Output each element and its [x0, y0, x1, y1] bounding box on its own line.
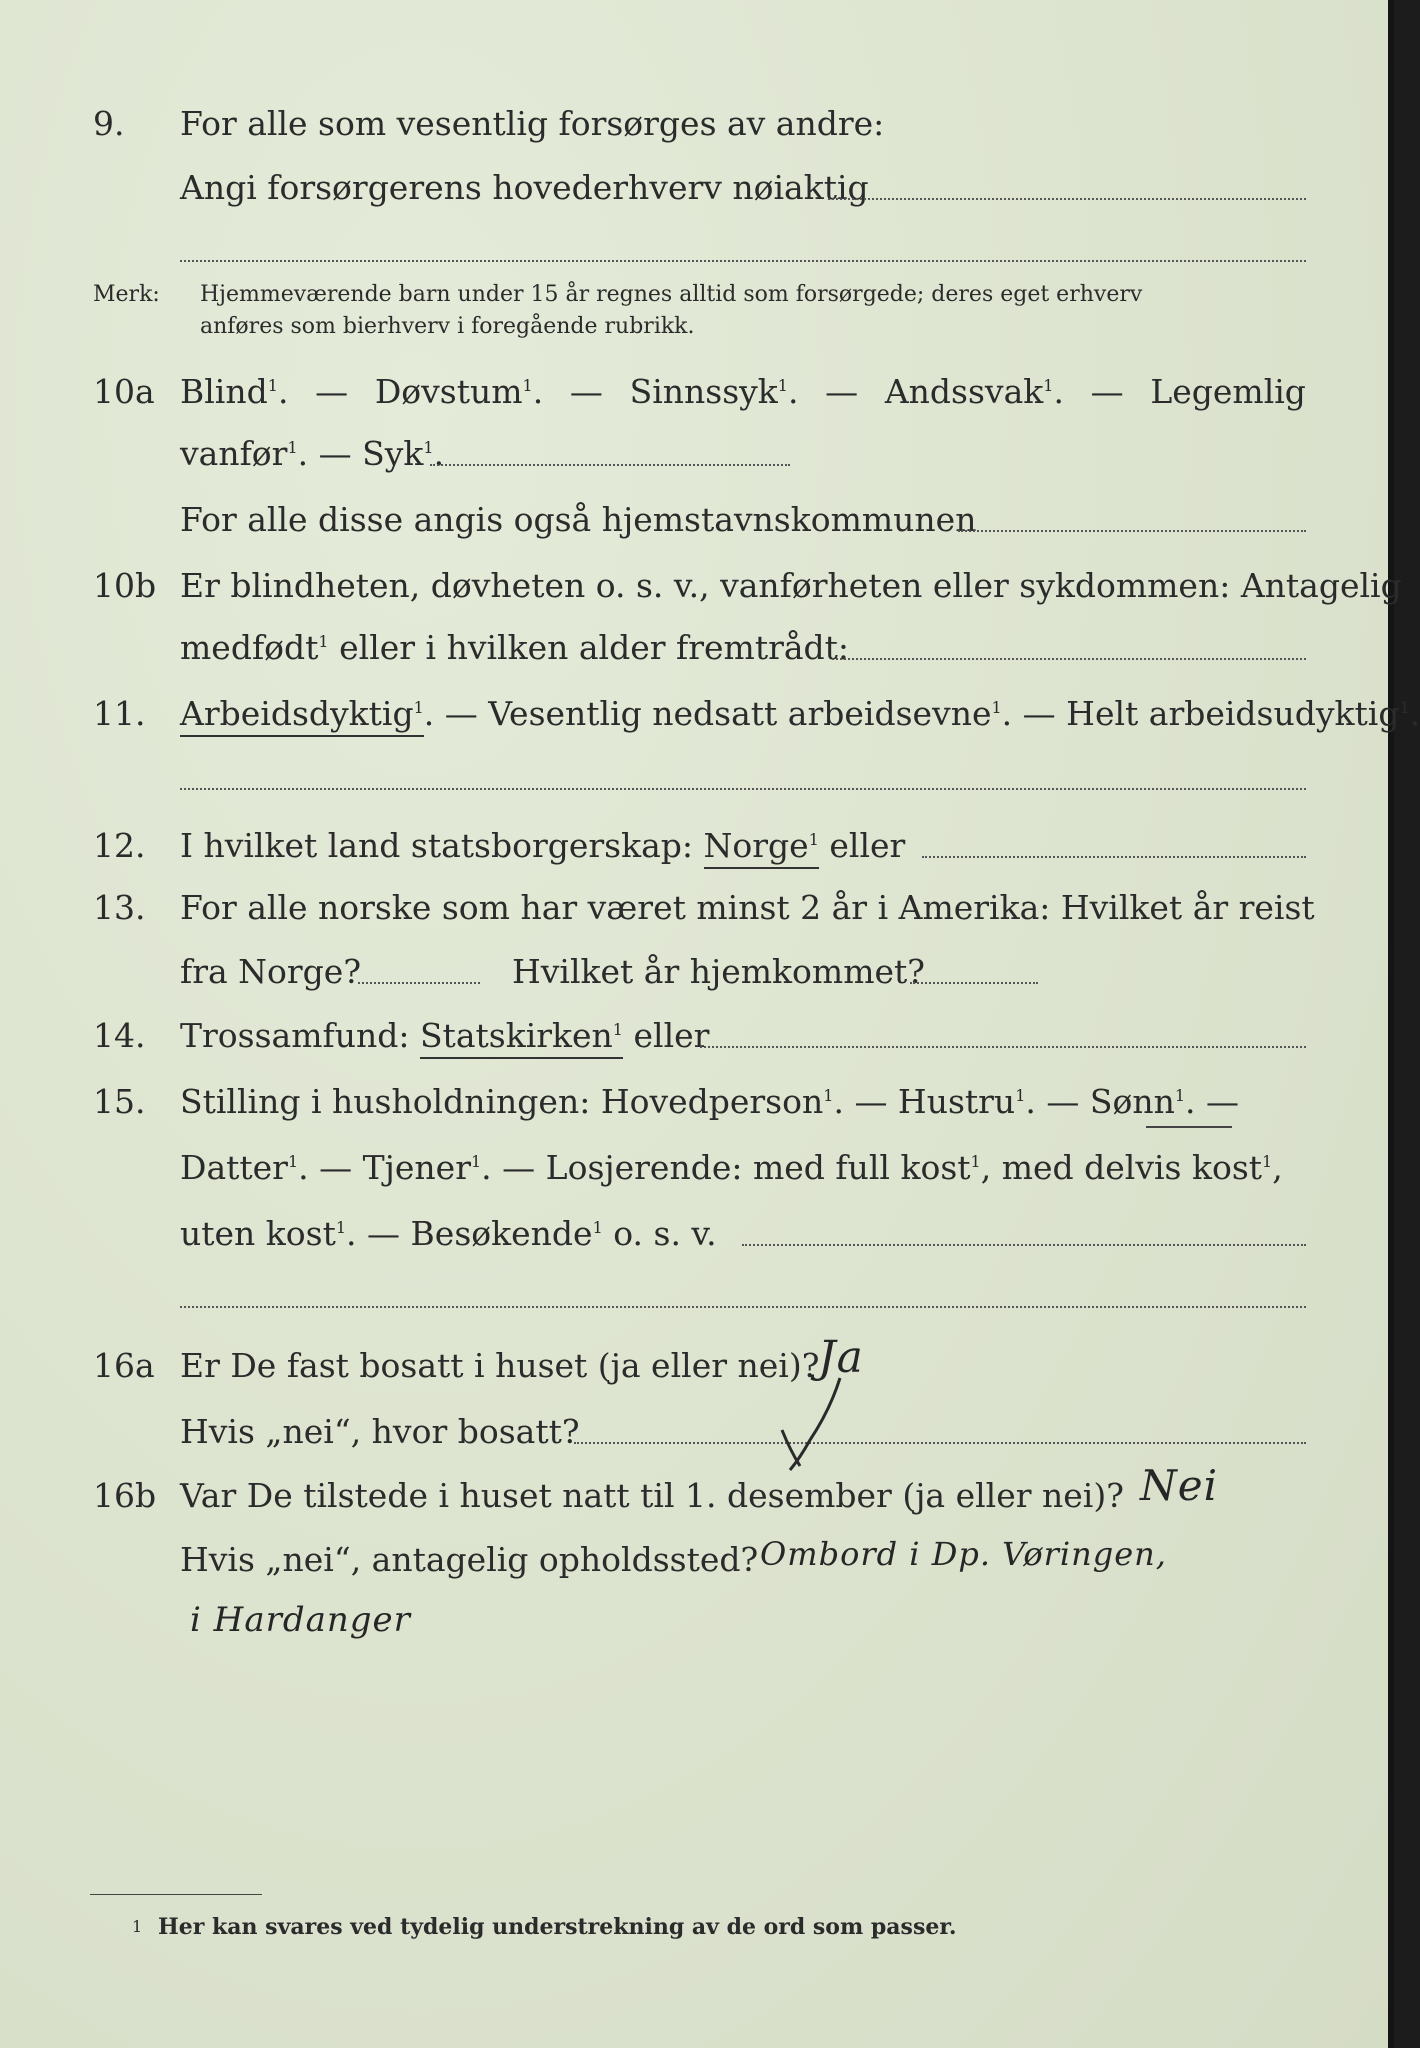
q12-eller: eller	[829, 826, 906, 865]
dash: —	[315, 372, 349, 411]
q14-eller: eller	[633, 1016, 710, 1055]
q11-extra-field[interactable]	[180, 788, 1306, 790]
q9-line-2: Angi forsørgerens hovederhverv nøiaktig	[180, 168, 869, 207]
page-edge	[1388, 0, 1394, 2048]
q10a-options	[180, 372, 1306, 412]
q10a-blind[interactable]: Blind$^1$.	[180, 372, 289, 411]
q11-nedsatt[interactable]: — Vesentlig nedsatt arbeidsevne$^1$.	[444, 694, 1013, 733]
q16a-residence-field[interactable]	[574, 1442, 1306, 1444]
q15-osv: o. s. v.	[613, 1214, 717, 1253]
q11-udyktig[interactable]: — Helt arbeidsudyktig$^1$.	[1022, 694, 1420, 733]
q10a-sinnssyk[interactable]: Sinnssyk$^1$.	[629, 372, 799, 411]
q15-line-2	[180, 1148, 1283, 1188]
q14-line	[180, 1016, 709, 1056]
q13-line-1: For alle norske som har været minst 2 år i Amerika: Hvilket år reist	[180, 888, 1315, 927]
q10a-vanfor[interactable]: vanfør$^1$.	[180, 434, 309, 473]
merk-label: Merk:	[93, 282, 160, 307]
q10a-legemlig[interactable]: Legemlig	[1150, 372, 1306, 411]
q15-besokende[interactable]: — Besøkende$^1$	[367, 1214, 603, 1253]
dash: —	[1090, 372, 1124, 411]
q10b-medfodt[interactable]: medfødt$^1$	[180, 628, 329, 667]
q15-uten-kost[interactable]: uten kost$^1$.	[180, 1214, 357, 1253]
q15-number: 15.	[93, 1082, 146, 1121]
q15-line-1	[180, 1082, 1239, 1122]
merk-line-1: Hjemmeværende barn under 15 år regnes alltid som forsørgede; deres eget erhverv	[200, 282, 1143, 307]
q10a-answer-field[interactable]	[430, 464, 790, 466]
q10a-line-3: For alle disse angis også hjemstavnskommunen	[180, 500, 977, 539]
merk-line-2: anføres som bierhverv i foregående rubrikk.	[200, 314, 695, 339]
q13-number: 13.	[93, 888, 146, 927]
q15-delvis-kost[interactable]: , med delvis kost$^1$	[980, 1148, 1273, 1187]
q15-full-kost[interactable]: — Losjerende: med full kost$^1$	[502, 1148, 981, 1187]
q16a-line-2: Hvis „nei“, hvor bosatt?	[180, 1412, 580, 1451]
footnote-mark: 1	[132, 1917, 143, 1936]
q11-number: 11.	[93, 694, 146, 733]
q11-options: Arbeidsdyktig$^1$. — Vesentlig nedsatt arbeidsevne$^1$. — Helt arbeidsudyktig$^1$.	[180, 694, 1420, 734]
q9-line-1: For alle som vesentlig forsørges av andre:	[180, 104, 885, 143]
q12-answer-field[interactable]	[922, 856, 1306, 858]
q10a-number: 10a	[93, 372, 155, 411]
q9-answer-field[interactable]	[828, 198, 1306, 200]
q10a-syk[interactable]: — Syk$^1$.	[318, 434, 445, 473]
q14-answer-field[interactable]	[700, 1046, 1306, 1048]
q10b-number: 10b	[93, 566, 157, 605]
q10b-answer-field[interactable]	[832, 658, 1306, 660]
q16a-line-1: Er De fast bosatt i huset (ja eller nei)?	[180, 1346, 820, 1385]
q15-tjener[interactable]: — Tjener$^1$.	[319, 1148, 492, 1187]
q15-answer-field[interactable]	[742, 1244, 1306, 1246]
q15-line-3	[180, 1214, 717, 1254]
handwritten-dash-mark	[760, 1370, 870, 1480]
dash: —	[569, 372, 603, 411]
footnote-text: Her kan svares ved tydelig understrekning av de ord som passer.	[158, 1914, 957, 1940]
q15-hustru[interactable]: — Hustru$^1$.	[854, 1082, 1036, 1121]
q9-extra-field[interactable]	[180, 260, 1306, 262]
q12-number: 12.	[93, 826, 146, 865]
q13-departed-field[interactable]	[358, 982, 480, 984]
q11-arbeidsdyktig[interactable]: Arbeidsdyktig$^1$	[180, 694, 424, 737]
q16a-handwritten-answer[interactable]: Ja	[818, 1332, 864, 1383]
q15-hovedperson[interactable]: Stilling i husholdningen: Hovedperson$^1$.	[180, 1082, 844, 1121]
q15-datter[interactable]: Datter$^1$.	[180, 1148, 309, 1187]
footnote-rule	[90, 1894, 262, 1895]
q15-extra-field[interactable]	[180, 1306, 1306, 1308]
q12-line	[180, 826, 905, 866]
dash: —	[825, 372, 859, 411]
q12-norge[interactable]: Norge$^1$	[704, 826, 819, 869]
q13-line-2a: fra Norge?	[180, 952, 362, 991]
dash: —	[1206, 1082, 1240, 1121]
q16a-number: 16a	[93, 1346, 155, 1385]
q10a-hometown-field[interactable]	[958, 530, 1306, 532]
q13-line-2b: Hvilket år hjemkommet?	[512, 952, 925, 991]
q10b-line-1: Er blindheten, døvheten o. s. v., vanførheten eller sykdommen: Antagelig	[180, 566, 1402, 605]
q13-returned-field[interactable]	[910, 982, 1038, 984]
q16b-handwritten-answer[interactable]: Nei	[1140, 1461, 1219, 1510]
q10a-line-2	[180, 434, 444, 474]
q16b-line-2: Hvis „nei“, antagelig opholdssted?	[180, 1540, 759, 1579]
q14-text: Trossamfund:	[180, 1016, 410, 1055]
q16b-handwritten-location[interactable]: Ombord i Dp. Vøringen,	[760, 1535, 1167, 1573]
comma: ,	[1272, 1148, 1283, 1187]
q10a-andssvak[interactable]: Andssvak$^1$.	[884, 372, 1064, 411]
q15-sonn[interactable]: — Sønn$^1$.	[1046, 1082, 1196, 1121]
q9-number: 9.	[93, 104, 125, 143]
q16b-line-1: Var De tilstede i huset natt til 1. desember (ja eller nei)?	[180, 1476, 1124, 1515]
q16b-handwritten-location-2[interactable]: i Hardanger	[190, 1600, 411, 1640]
q16b-number: 16b	[93, 1476, 157, 1515]
q10b-line-2	[180, 628, 849, 668]
q10a-dovstum[interactable]: Døvstum$^1$.	[374, 372, 544, 411]
q14-statskirken[interactable]: Statskirken$^1$	[420, 1016, 623, 1059]
q12-text: I hvilket land statsborgerskap:	[180, 826, 694, 865]
q14-number: 14.	[93, 1016, 146, 1055]
q15-sonn-underline	[1146, 1126, 1232, 1128]
q10b-age-text: eller i hvilken alder fremtrådt:	[339, 628, 850, 667]
